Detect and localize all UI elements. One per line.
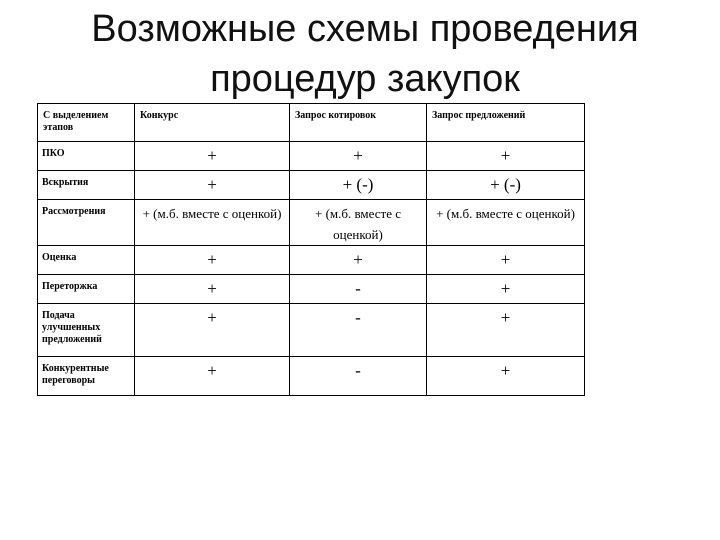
table-cell: + — [427, 304, 585, 357]
row-label: Подача улучшенных предложений — [38, 304, 135, 357]
table-row — [38, 200, 585, 246]
row-label: Переторжка — [38, 275, 135, 304]
table-cell: + (м.б. вместе с оценкой) — [290, 200, 427, 246]
procurement-schemes-table — [37, 103, 585, 396]
row-label: ПКО — [38, 142, 135, 171]
table-cell: + (-) — [427, 171, 585, 200]
table-cell: + — [290, 142, 427, 171]
slide-title-line-2: процедур закупок — [210, 58, 520, 100]
table-cell: + — [427, 142, 585, 171]
table-cell: + — [427, 275, 585, 304]
slide-title — [40, 4, 690, 104]
table-cell: + — [135, 357, 290, 396]
table-row — [38, 246, 585, 275]
table-cell: + — [427, 357, 585, 396]
table-header-row — [38, 104, 585, 142]
table-cell: - — [290, 304, 427, 357]
table-row — [38, 357, 585, 396]
table-cell: + (м.б. вместе с оценкой) — [427, 200, 585, 246]
table-row — [38, 275, 585, 304]
header-quotation-request: Запрос котировок — [290, 104, 427, 142]
row-label: Вскрытия — [38, 171, 135, 200]
table-cell: + — [135, 275, 290, 304]
table-cell: + — [135, 246, 290, 275]
table-cell: + — [427, 246, 585, 275]
table-row — [38, 171, 585, 200]
header-contest: Конкурс — [135, 104, 290, 142]
header-stages: С выделением этапов — [38, 104, 135, 142]
table-cell: - — [290, 275, 427, 304]
table-row — [38, 142, 585, 171]
row-label: Конкурентные переговоры — [38, 357, 135, 396]
table-cell: - — [290, 357, 427, 396]
table-cell: + — [135, 142, 290, 171]
table-cell: + (м.б. вместе с оценкой) — [135, 200, 290, 246]
table-cell: + — [135, 304, 290, 357]
row-label: Оценка — [38, 246, 135, 275]
row-label: Рассмотрения — [38, 200, 135, 246]
table-cell: + — [290, 246, 427, 275]
table-cell: + (-) — [290, 171, 427, 200]
table-row — [38, 304, 585, 357]
slide-title-line-1: Возможные схемы проведения — [91, 8, 639, 50]
table-cell: + — [135, 171, 290, 200]
header-proposal-request: Запрос предложений — [427, 104, 585, 142]
